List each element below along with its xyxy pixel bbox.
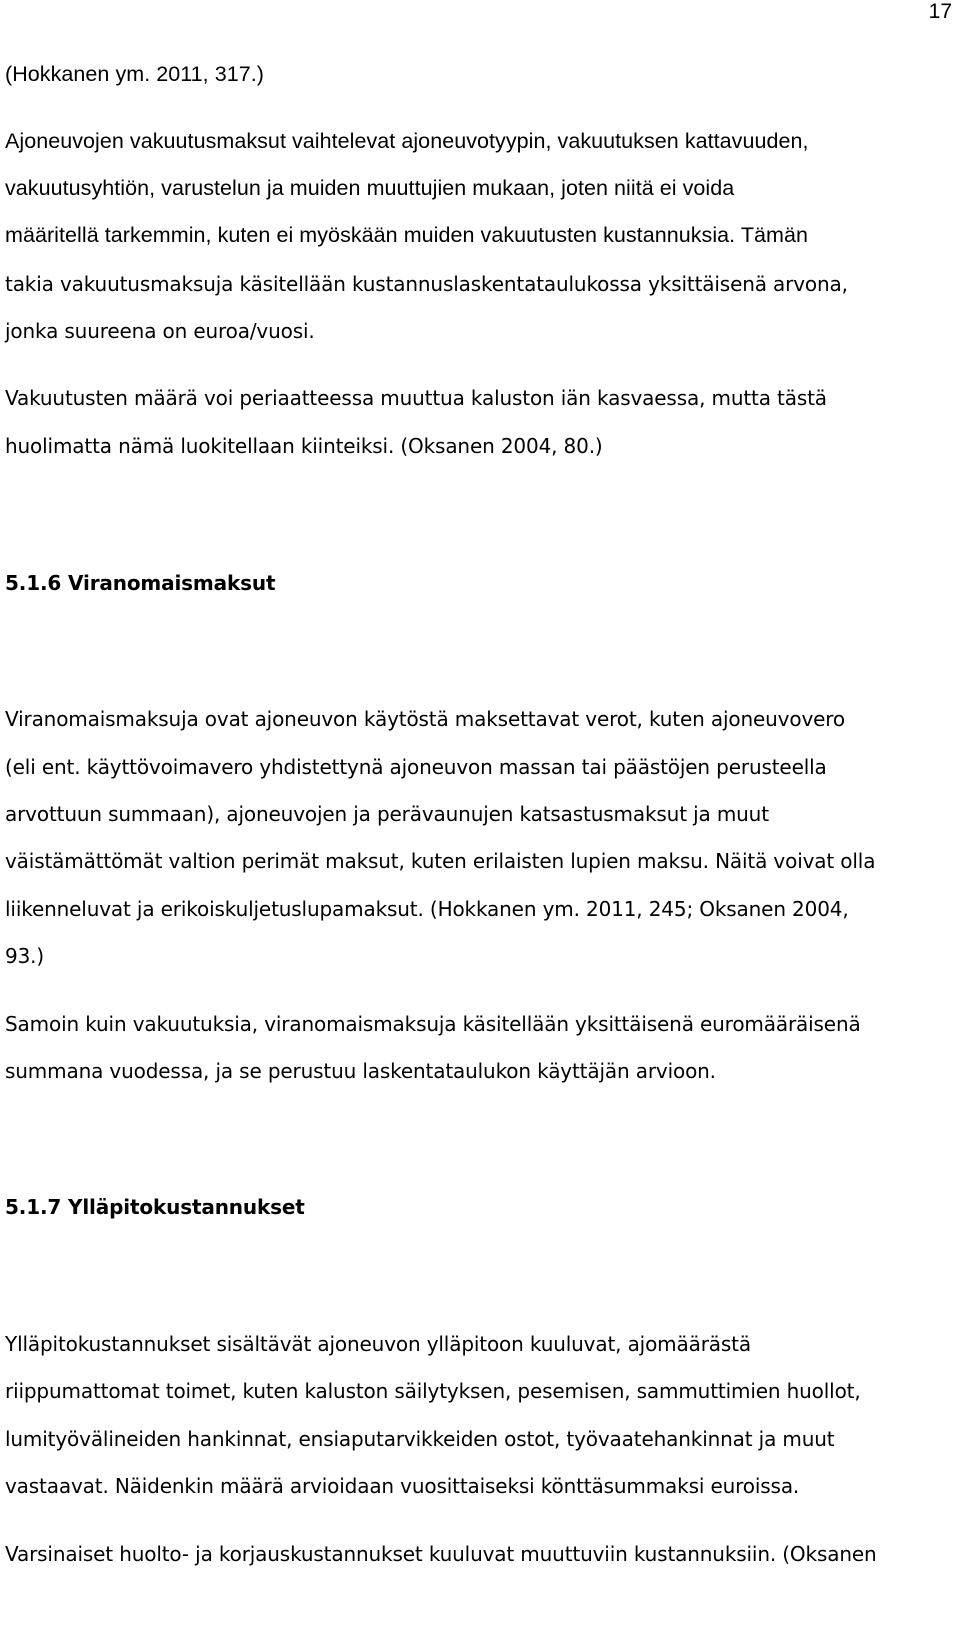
text-line: Varsinaiset huolto- ja korjauskustannukset kuuluvat muuttuviin kustannuksiin. (Oksanen <box>5 1542 877 1566</box>
text-line: Ylläpitokustannukset sisältävät ajoneuvon ylläpitoon kuuluvat, ajomäärästä <box>5 1332 751 1356</box>
text-line: arvottuun summaan), ajoneuvojen ja perävaunujen katsastusmaksut ja muut <box>5 802 769 826</box>
text-line: takia vakuutusmaksuja käsitellään kustannuslaskentataulukossa yksittäisenä arvona, <box>5 272 848 296</box>
text-line: Ajoneuvojen vakuutusmaksut vaihtelevat ajoneuvotyypin, vakuutuksen kattavuuden, <box>5 129 809 153</box>
text-line: lumityövälineiden hankinnat, ensiaputarvikkeiden ostot, työvaatehankinnat ja muut <box>5 1427 835 1451</box>
text-line: Vakuutusten määrä voi periaatteessa muuttua kaluston iän kasvaessa, mutta tästä <box>5 386 827 410</box>
text-line: vakuutusyhtiön, varustelun ja muiden muuttujien mukaan, joten niitä ei voida <box>5 176 735 200</box>
text-line: riippumattomat toimet, kuten kaluston säilytyksen, pesemisen, sammuttimien huollot, <box>5 1379 861 1403</box>
text-line: huolimatta nämä luokitellaan kiinteiksi. (Oksanen 2004, 80.) <box>5 434 603 458</box>
text-line: jonka suureena on euroa/vuosi. <box>5 319 315 343</box>
text-line: väistämättömät valtion perimät maksut, kuten erilaisten lupien maksu. Näitä voivat olla <box>5 849 876 873</box>
text-line: vastaavat. Näidenkin määrä arvioidaan vuosittaiseksi könttäsummaksi euroissa. <box>5 1474 800 1498</box>
section-heading-yllapitokustannukset: 5.1.7 Ylläpitokustannukset <box>5 1195 305 1219</box>
text-line: (eli ent. käyttövoimavero yhdistettynä ajoneuvon massan tai päästöjen perusteella <box>5 755 827 779</box>
text-line: Samoin kuin vakuutuksia, viranomaismaksuja käsitellään yksittäisenä euromääräisenä <box>5 1012 861 1036</box>
text-line: 93.) <box>5 944 45 968</box>
text-line: Viranomaismaksuja ovat ajoneuvon käytöstä maksettavat verot, kuten ajoneuvovero <box>5 707 846 731</box>
section-heading-viranomaismaksut: 5.1.6 Viranomaismaksut <box>5 571 276 595</box>
citation-line: (Hokkanen ym. 2011, 317.) <box>5 62 264 86</box>
text-line: summana vuodessa, ja se perustuu laskentataulukon käyttäjän arvioon. <box>5 1059 716 1083</box>
text-line: määritellä tarkemmin, kuten ei myöskään muiden vakuutusten kustannuksia. Tämän <box>5 223 808 247</box>
text-line: liikenneluvat ja erikoiskuljetuslupamaksut. (Hokkanen ym. 2011, 245; Oksanen 2004, <box>5 897 849 921</box>
page-number: 17 <box>928 0 952 23</box>
